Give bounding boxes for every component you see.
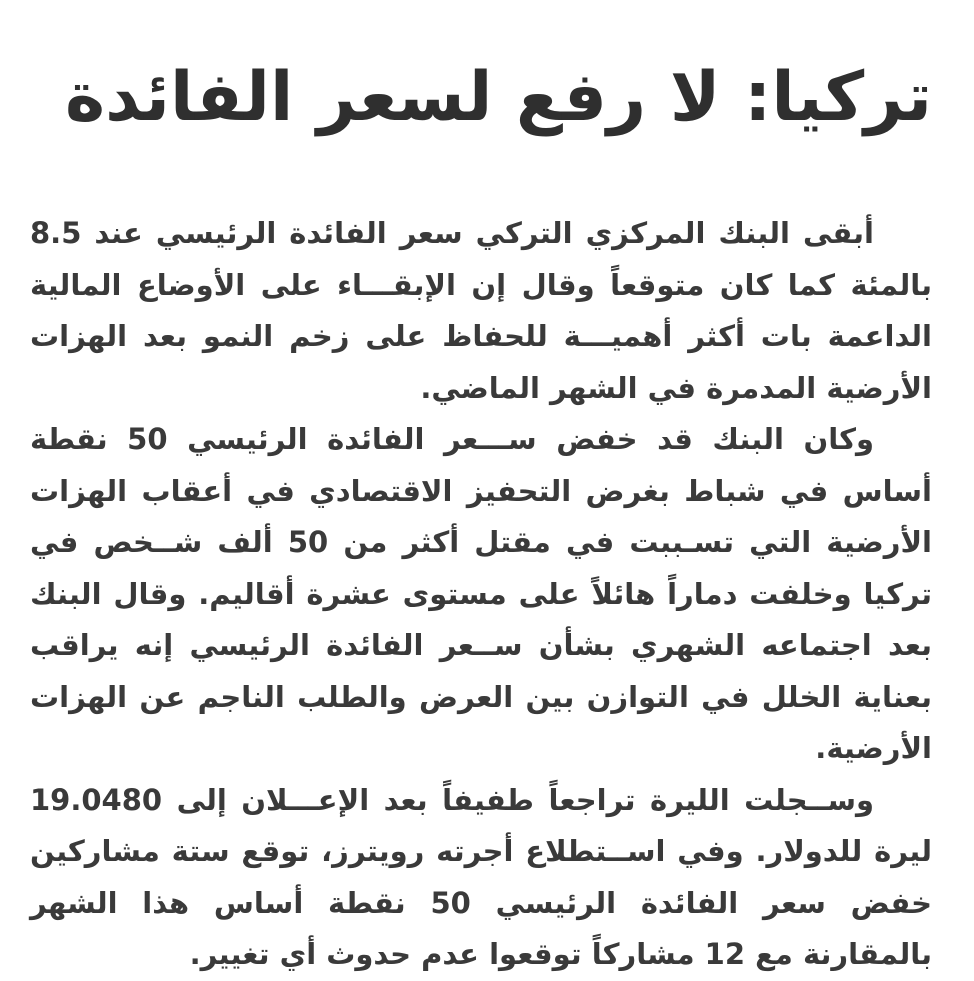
article-paragraph-2: وكان البنك قد خفض ســـعر الفائدة الرئيسي 50 نقطة أساس في شباط بغرض التحفيز الاقتصادي في أعقاب الهزات الأرضية التي تسـببت في مقتل أكثر من 50 ألف شــخص في تركيا وخلفت دماراً هائلاً على مستوى عشرة أقاليم. وقال البنك بعد اجتماعه الشهري بشأن ســعر الفائدة الرئيسي إنه يراقب بعناية الخلل في التوازن بين العرض والطلب الناجم عن الهزات الأرضية. xyxy=(30,422,932,765)
article-headline: تركيا: لا رفع لسعر الفائدة xyxy=(65,58,932,137)
article-body xyxy=(30,208,932,981)
article-paragraph-1: أبقى البنك المركزي التركي سعر الفائدة الرئيسي عند 8.5 بالمئة كما كان متوقعاً وقال إن الإبقـــاء على الأوضاع المالية الداعمة بات أكثر أهميـــة للحفاظ على زخم النمو بعد الهزات الأرضية المدمرة في الشهر الماضي. xyxy=(30,216,932,405)
article-paragraph-3: وســجلت الليرة تراجعاً طفيفاً بعد الإعـــلان إلى 19.0480 ليرة للدولار. وفي اســتطلاع أجرته رويترز، توقع ستة مشاركين خفض سعر الفائدة الرئيسي 50 نقطة أساس هذا الشهر بالمقارنة مع 12 مشاركاً توقعوا عدم حدوث أي تغيير. xyxy=(30,782,933,971)
news-article xyxy=(30,0,933,971)
